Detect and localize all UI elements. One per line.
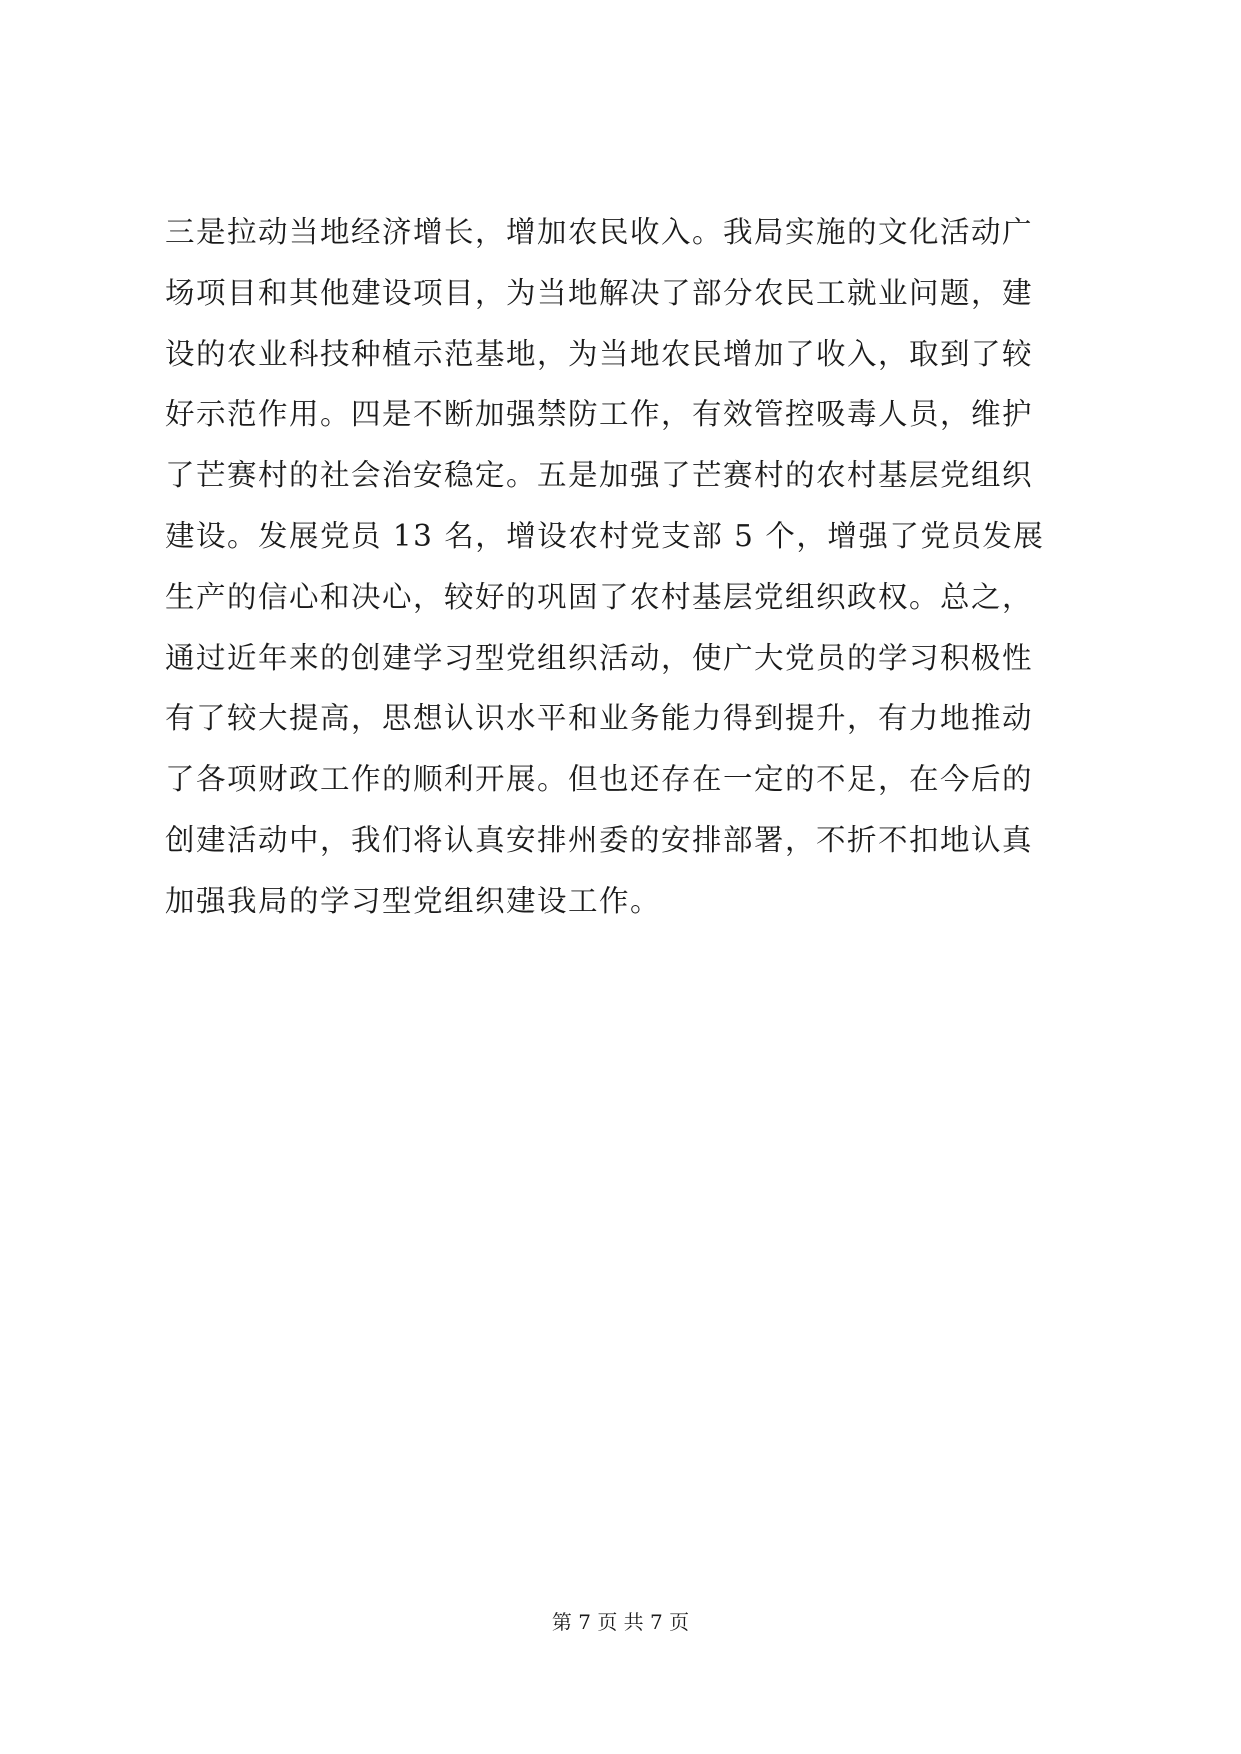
paragraph-line: 了各项财政工作的顺利开展。但也还存在一定的不足，在今后的 [165,762,1034,797]
paragraph-line: 生产的信心和决心，较好的巩固了农村基层党组织政权。总之， [165,579,1034,614]
paragraph-line: 建设。发展党员 13 名，增设农村党支部 5 个，增强了党员发展 [165,518,1045,553]
page-number-footer: 第 7 页 共 7 页 [551,1610,690,1634]
paragraph-line: 三是拉动当地经济增长，增加农民收入。我局实施的文化活动广 [165,215,1034,249]
paragraph-line: 有了较大提高，思想认识水平和业务能力得到提升，有力地推动 [165,701,1034,736]
paragraph-line: 了芒赛村的社会治安稳定。五是加强了芒赛村的农村基层党组织 [165,458,1034,493]
body-paragraph [165,202,1085,932]
paragraph-line: 通过近年来的创建学习型党组织活动，使广大党员的学习积极性 [165,640,1034,675]
paragraph-line: 场项目和其他建设项目，为当地解决了部分农民工就业问题，建 [165,275,1034,310]
paragraph-line: 创建活动中，我们将认真安排州委的安排部署，不折不扣地认真 [165,822,1034,857]
paragraph-line: 好示范作用。四是不断加强禁防工作，有效管控吸毒人员，维护 [165,397,1034,432]
paragraph-line: 设的农业科技种植示范基地，为当地农民增加了收入，取到了较 [165,336,1034,371]
paragraph-line: 加强我局的学习型党组织建设工作。 [165,883,662,918]
